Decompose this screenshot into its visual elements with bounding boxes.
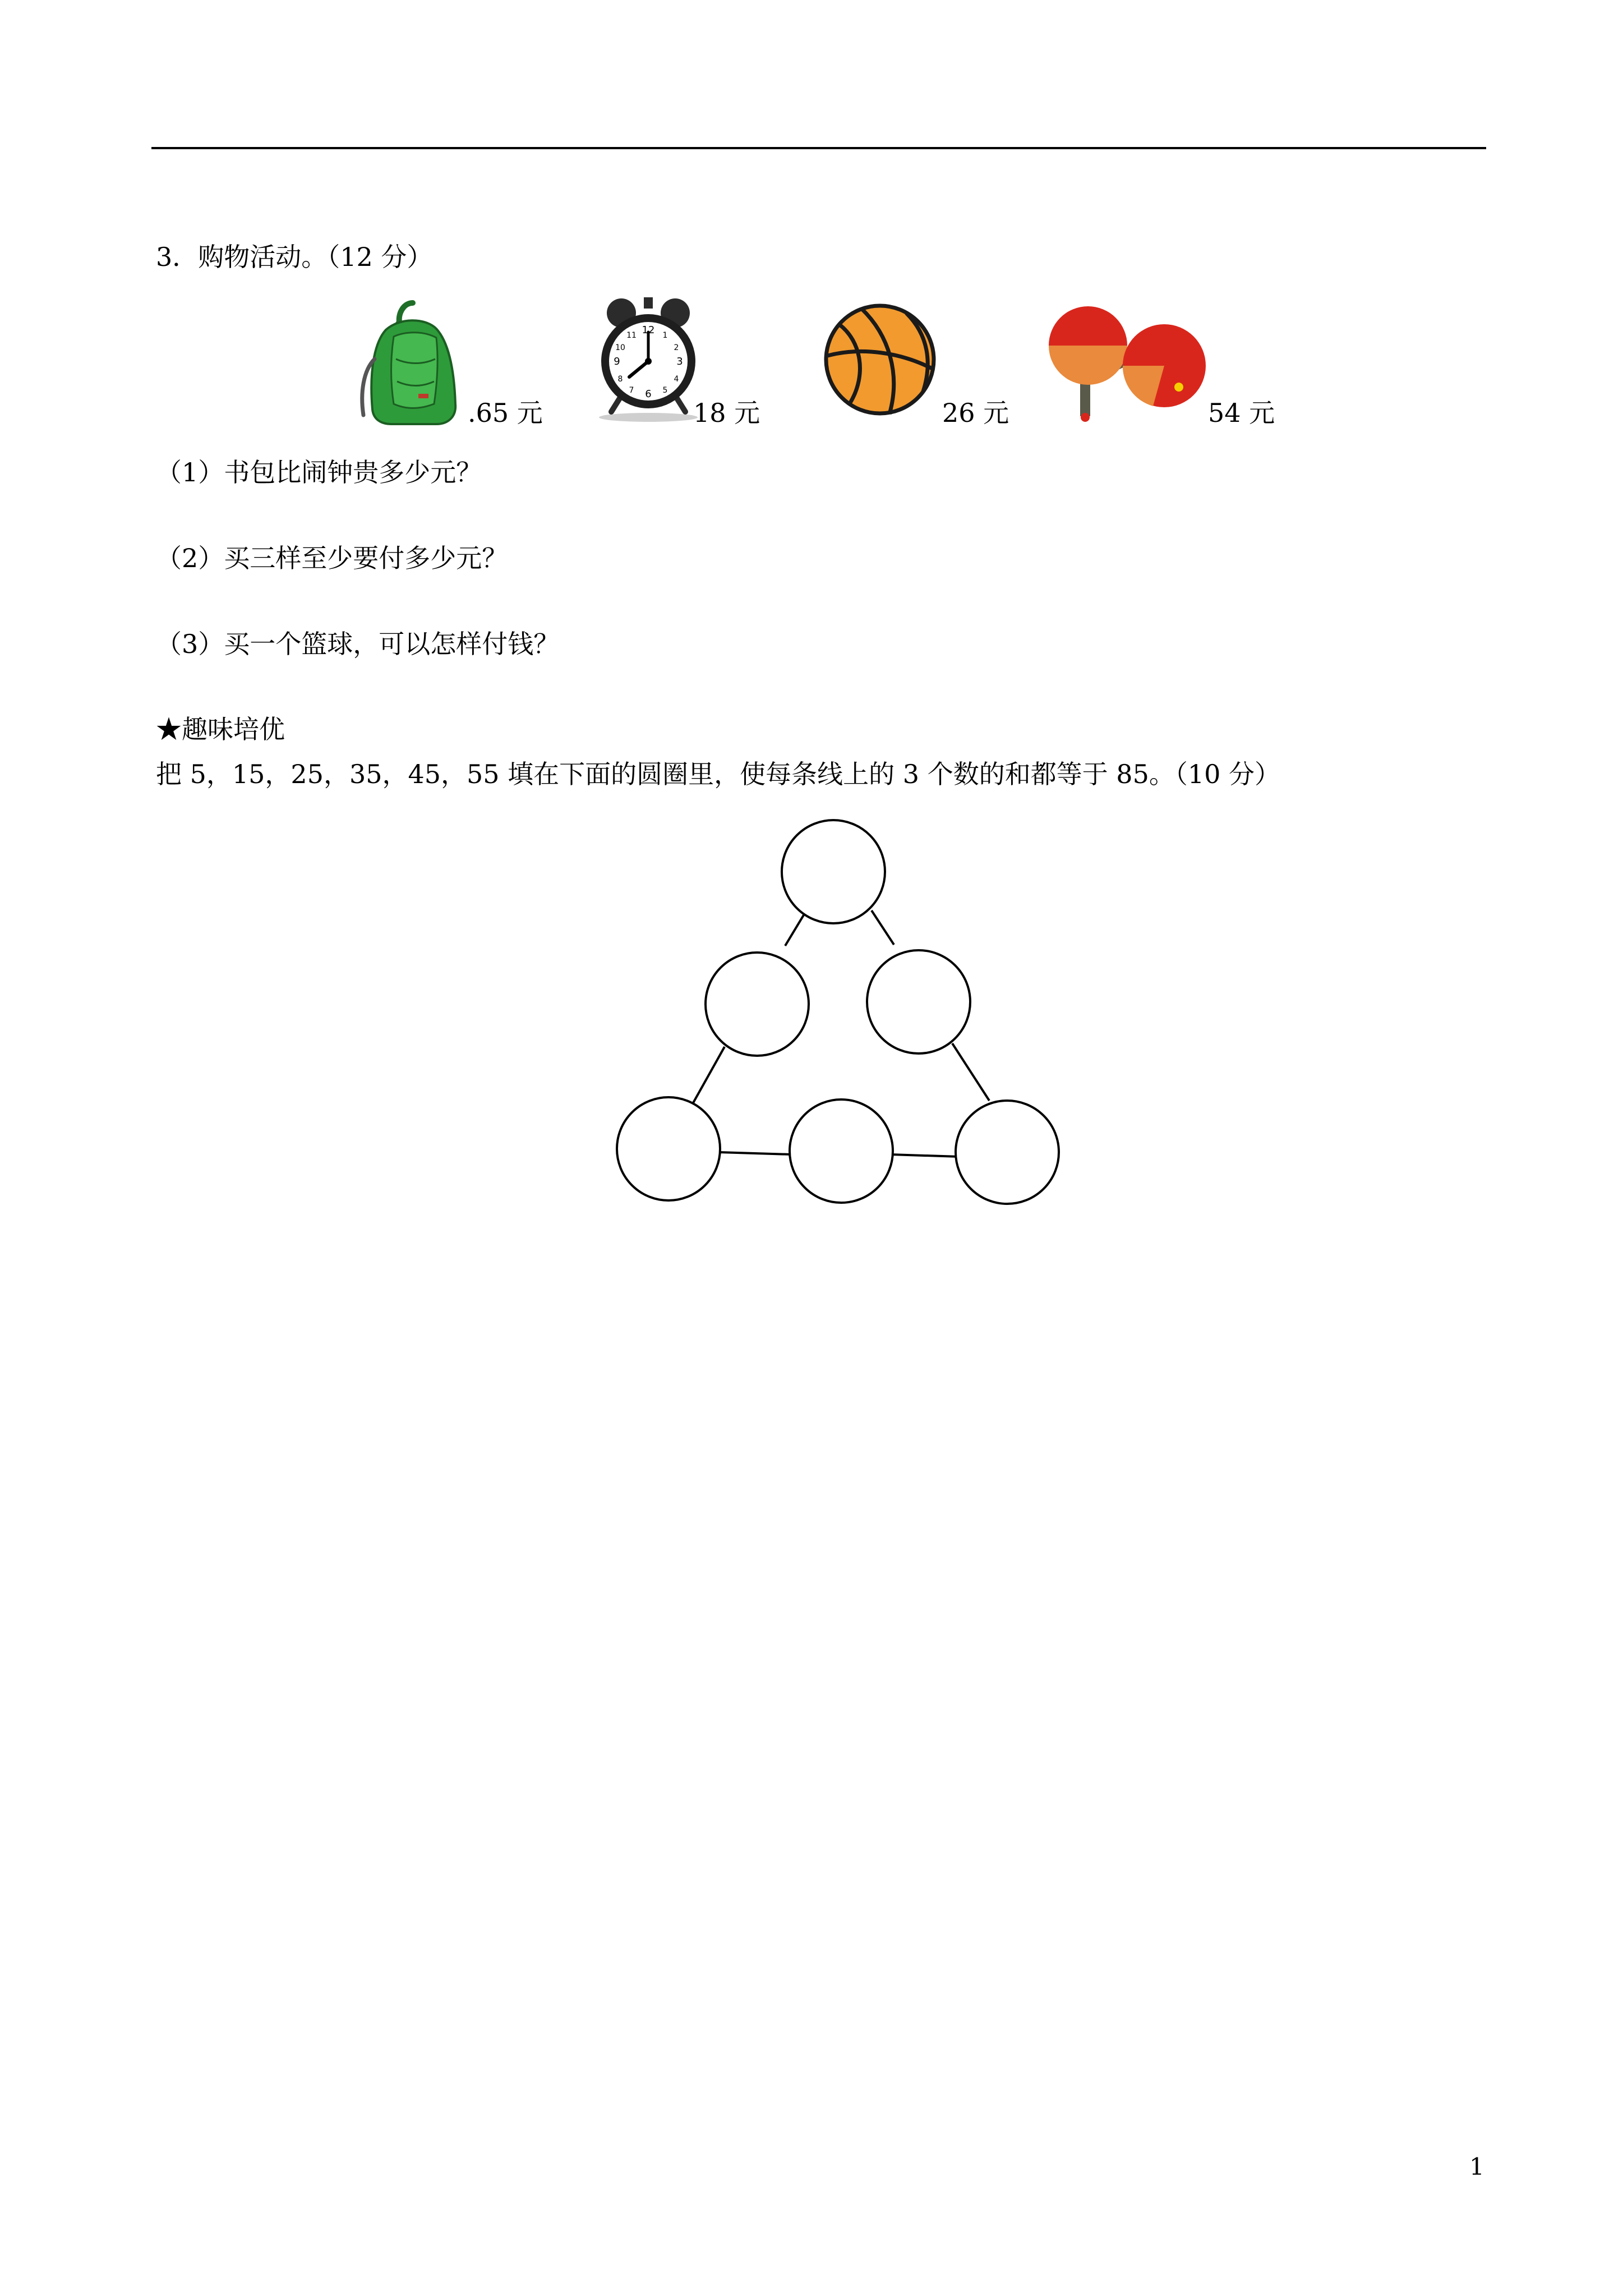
answer-circle-bottom-left[interactable] — [617, 1097, 720, 1200]
backpack-price: .65 元 — [468, 398, 543, 428]
ping-pong-paddles-icon — [1046, 298, 1209, 425]
bonus-title: ★趣味培优 — [156, 714, 285, 744]
connector-line — [952, 1043, 989, 1101]
answer-circle-bottom-right[interactable] — [956, 1101, 1059, 1204]
answer-circle-middle-right[interactable] — [867, 950, 970, 1053]
svg-text:2: 2 — [674, 343, 679, 352]
page-number: 1 — [1469, 2153, 1484, 2180]
connector-line — [872, 910, 894, 945]
subquestion-2: （2）买三样至少要付多少元？ — [156, 543, 508, 573]
answer-circle-top[interactable] — [782, 820, 885, 923]
connector-line — [719, 1152, 792, 1154]
answer-circle-middle-left[interactable] — [706, 953, 809, 1056]
connector-line — [693, 1047, 725, 1103]
subquestion-3: （3）买一个篮球，可以怎样付钱？ — [156, 629, 560, 659]
alarm-clock-icon — [594, 293, 702, 423]
svg-text:10: 10 — [615, 343, 625, 352]
svg-text:9: 9 — [614, 356, 620, 367]
backpack-icon — [352, 297, 476, 427]
circle-triangle-puzzle — [606, 808, 1077, 1212]
alarm-clock-price: 18 元 — [693, 398, 760, 428]
svg-text:6: 6 — [645, 388, 652, 400]
svg-text:5: 5 — [662, 386, 668, 395]
subquestion-1: （1）书包比闹钟贵多少元？ — [156, 457, 482, 487]
ping-pong-paddles-price: 54 元 — [1208, 398, 1275, 428]
connector-line — [891, 1154, 960, 1157]
svg-text:4: 4 — [674, 375, 679, 384]
answer-circle-bottom-middle[interactable] — [790, 1099, 893, 1203]
svg-text:11: 11 — [626, 331, 637, 340]
svg-text:1: 1 — [662, 331, 668, 340]
basketball-price: 26 元 — [942, 398, 1009, 428]
question-title: 3．购物活动。（12 分） — [156, 242, 433, 272]
header-rule — [151, 147, 1486, 149]
basketball-icon — [822, 302, 938, 417]
svg-text:12: 12 — [642, 324, 655, 336]
svg-text:7: 7 — [629, 386, 634, 395]
svg-text:3: 3 — [676, 356, 683, 367]
connector-line — [785, 910, 806, 946]
bonus-instruction: 把 5，15，25，35，45，55 填在下面的圆圈里，使每条线上的 3 个数的和都等于 85。（10 分） — [156, 759, 1280, 789]
svg-text:8: 8 — [617, 375, 623, 384]
